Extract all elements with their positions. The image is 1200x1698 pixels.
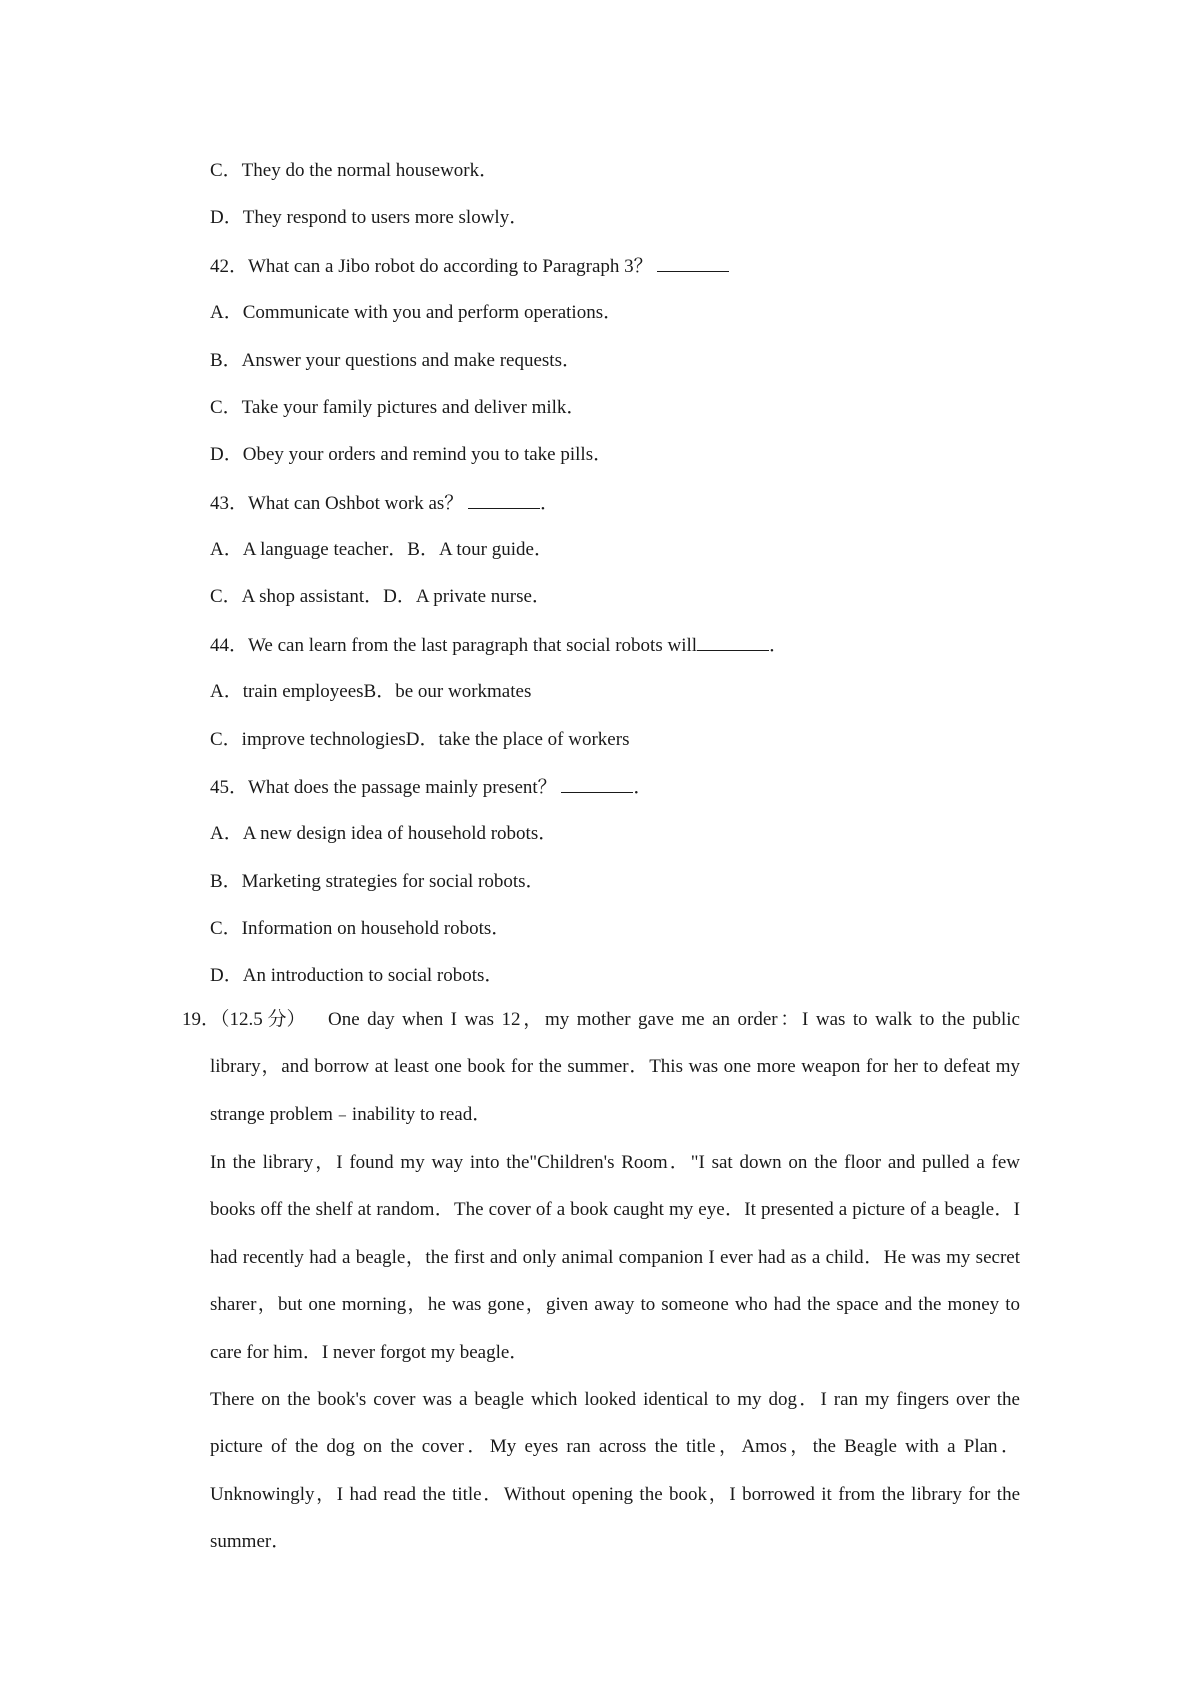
q44-stem-end: ． [769, 635, 789, 656]
q43-stem-text: 43．What can Oshbot work as？ [210, 493, 464, 514]
q45-stem-text: 45．What does the passage mainly present？ [210, 777, 557, 798]
q41-option-c: C．They do the normal housework． [210, 160, 499, 181]
q44-options-cd: C．improve technologiesD．take the place of workers [210, 729, 630, 750]
q19-paragraph-2: In the library，I found my way into the"Children's Room．"I sat down on the floor and pulled a few books off the shelf at random．The cover of a book caught my eye．It presented a picture of a beagle．I had recently had a beagle，the first and only animal companion I ever had as a child．He was my secret sharer，but one morning，he was gone，given away to someone who had the space and the money to care for him．I never forgot my beagle． [210, 1152, 1020, 1363]
q43-options-cd: C．A shop assistant．D．A private nurse． [210, 586, 551, 607]
q45-option-a: A．A new design idea of household robots． [210, 823, 558, 844]
q45-stem-end: ． [633, 777, 653, 798]
q43-stem [210, 493, 559, 513]
q42-stem-text: 42．What can a Jibo robot do according to Paragraph 3？ [210, 256, 653, 277]
q19-paragraph-3: There on the book's cover was a beagle which looked identical to my dog．I ran my fingers over the picture of the dog on the cover．My eyes ran across the title，Amos，the Beagle with a Plan．Unknowingly，I had read the title．Without opening the book，I borrowed it from the library for the summer． [210, 1389, 1020, 1553]
q43-answer-blank[interactable] [468, 493, 540, 509]
q45-stem [210, 777, 652, 797]
q42-stem [210, 256, 729, 276]
q19-number: 19．（12.5 分） [182, 1009, 306, 1030]
q45-option-c: C．Information on household robots． [210, 918, 511, 939]
q45-option-d: D．An introduction to social robots． [210, 965, 504, 986]
q43-stem-end: ． [540, 493, 560, 514]
q44-stem-text: 44．We can learn from the last paragraph that social robots will [210, 635, 698, 656]
q45-answer-blank[interactable] [561, 777, 633, 793]
q44-options-ab: A．train employeesB．be our workmates [210, 681, 532, 702]
q45-option-b: B．Marketing strategies for social robots． [210, 871, 545, 892]
q42-option-b: B．Answer your questions and make requests． [210, 350, 581, 371]
q19-paragraph-1: One day when I was 12，my mother gave me an order：I was to walk to the public library，and borrow at least one book for the summer．This was one more weapon for her to defeat my strange problem﹣inability to read． [210, 1009, 1020, 1125]
q43-options-ab: A．A language teacher．B．A tour guide． [210, 539, 553, 560]
q44-answer-blank[interactable] [697, 635, 769, 651]
q42-answer-blank[interactable] [657, 256, 729, 272]
q42-option-c: C．Take your family pictures and deliver milk． [210, 397, 586, 418]
q44-stem [210, 635, 788, 655]
q41-option-d: D．They respond to users more slowly． [210, 207, 529, 228]
q42-option-a: A．Communicate with you and perform operations． [210, 302, 623, 323]
q42-option-d: D．Obey your orders and remind you to take pills． [210, 444, 613, 465]
